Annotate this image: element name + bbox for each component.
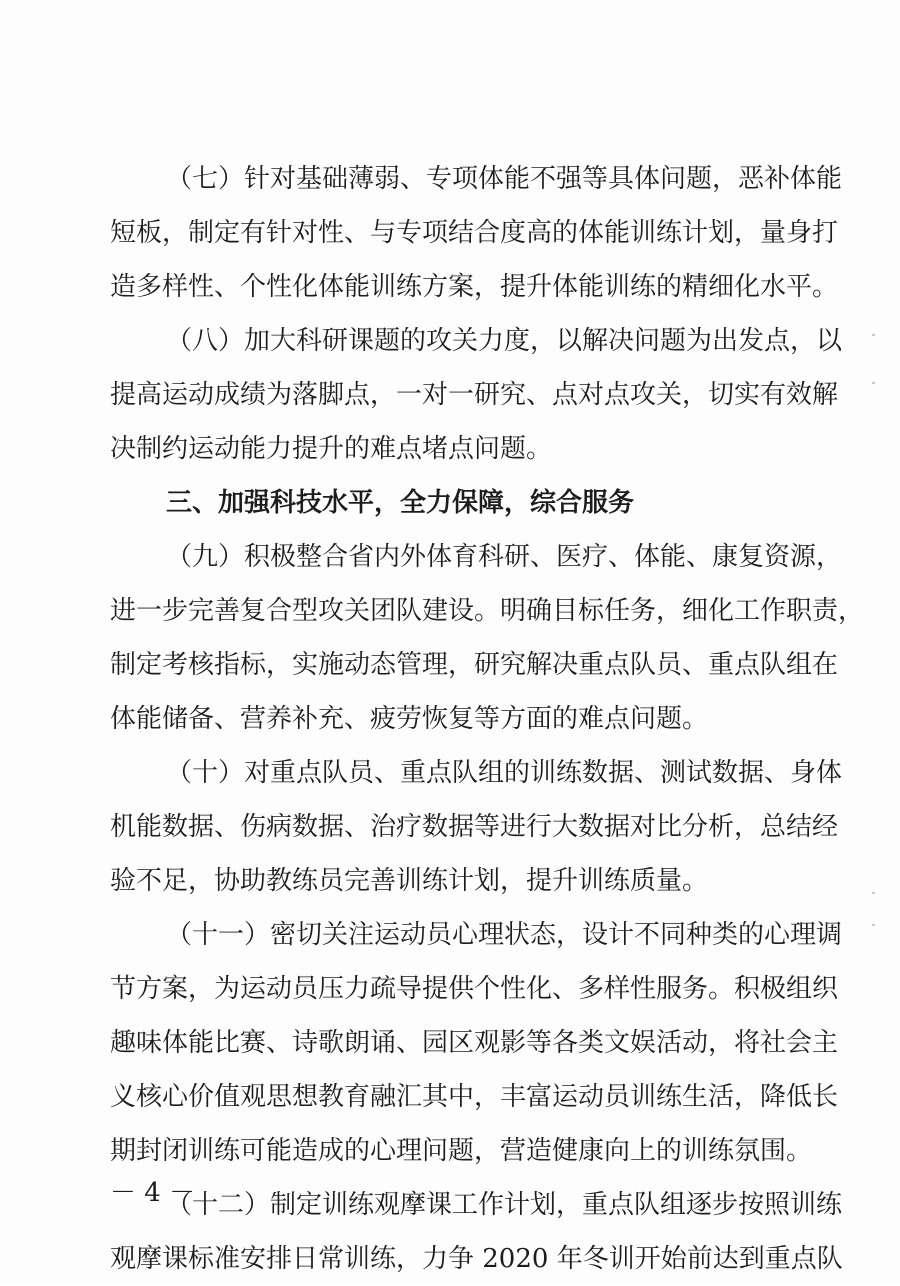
paragraph-line: （九）积极整合省内外体育科研、医疗、体能、康复资源， [166,542,843,572]
paragraph [110,1178,843,1286]
paragraph-line: （十）对重点队员、重点队组的训练数据、测试数据、身体 [166,758,843,788]
paragraph-line: （十一）密切关注运动员心理状态，设计不同种类的心理调 [166,920,843,950]
paragraph-line: 义核心价值观思想教育融汇其中，丰富运动员训练生活，降低长 [110,1082,839,1112]
paragraph [110,152,843,314]
paragraph [110,314,843,476]
paragraph [110,746,843,908]
paragraph-line: 造多样性、个性化体能训练方案，提升体能训练的精细化水平。 [110,272,839,302]
paragraph-line: 期封闭训练可能造成的心理问题，营造健康向上的训练氛围。 [110,1136,813,1166]
paragraph-line: 进一步完善复合型攻关团队建设。明确目标任务，细化工作职责， [110,596,865,626]
paragraph-line: 趣味体能比赛、诗歌朗诵、园区观影等各类文娱活动，将社会主 [110,1028,839,1058]
paragraph-line: 体能储备、营养补充、疲劳恢复等方面的难点问题。 [110,704,709,734]
paragraph-line: （十二）制定训练观摩课工作计划，重点队组逐步按照训练 [166,1190,843,1220]
section-heading: 三、加强科技水平，全力保障，综合服务 [166,488,635,518]
document-body [110,152,865,1286]
scan-speck [872,334,875,336]
paragraph-line: （八）加大科研课题的攻关力度，以解决问题为出发点，以 [166,326,843,356]
section-heading-block [110,476,800,530]
page-number: － 4 － [110,1178,196,1208]
paragraph-line: 节方案，为运动员压力疏导提供个性化、多样性服务。积极组织 [110,974,839,1004]
paragraph-line: （七）针对基础薄弱、专项体能不强等具体问题，恶补体能 [166,164,843,194]
paragraph-line: 短板，制定有针对性、与专项结合度高的体能训练计划，量身打 [110,218,839,248]
paragraph-line: 验不足，协助教练员完善训练计划，提升训练质量。 [110,866,709,896]
paragraph [110,530,865,746]
scan-speck [872,892,875,894]
paragraph-line: 机能数据、伤病数据、治疗数据等进行大数据对比分析，总结经 [110,812,839,842]
paragraph-line: 制定考核指标，实施动态管理，研究解决重点队员、重点队组在 [110,650,839,680]
paragraph-line: 提高运动成绩为落脚点，一对一研究、点对点攻关，切实有效解 [110,380,839,410]
scan-speck [872,382,875,384]
paragraph-line: 观摩课标准安排日常训练，力争 2020 年冬训开始前达到重点队 [110,1244,843,1274]
scan-speck [872,924,875,926]
paragraph-line: 决制约运动能力提升的难点堵点问题。 [110,434,553,464]
paragraph [110,908,843,1178]
